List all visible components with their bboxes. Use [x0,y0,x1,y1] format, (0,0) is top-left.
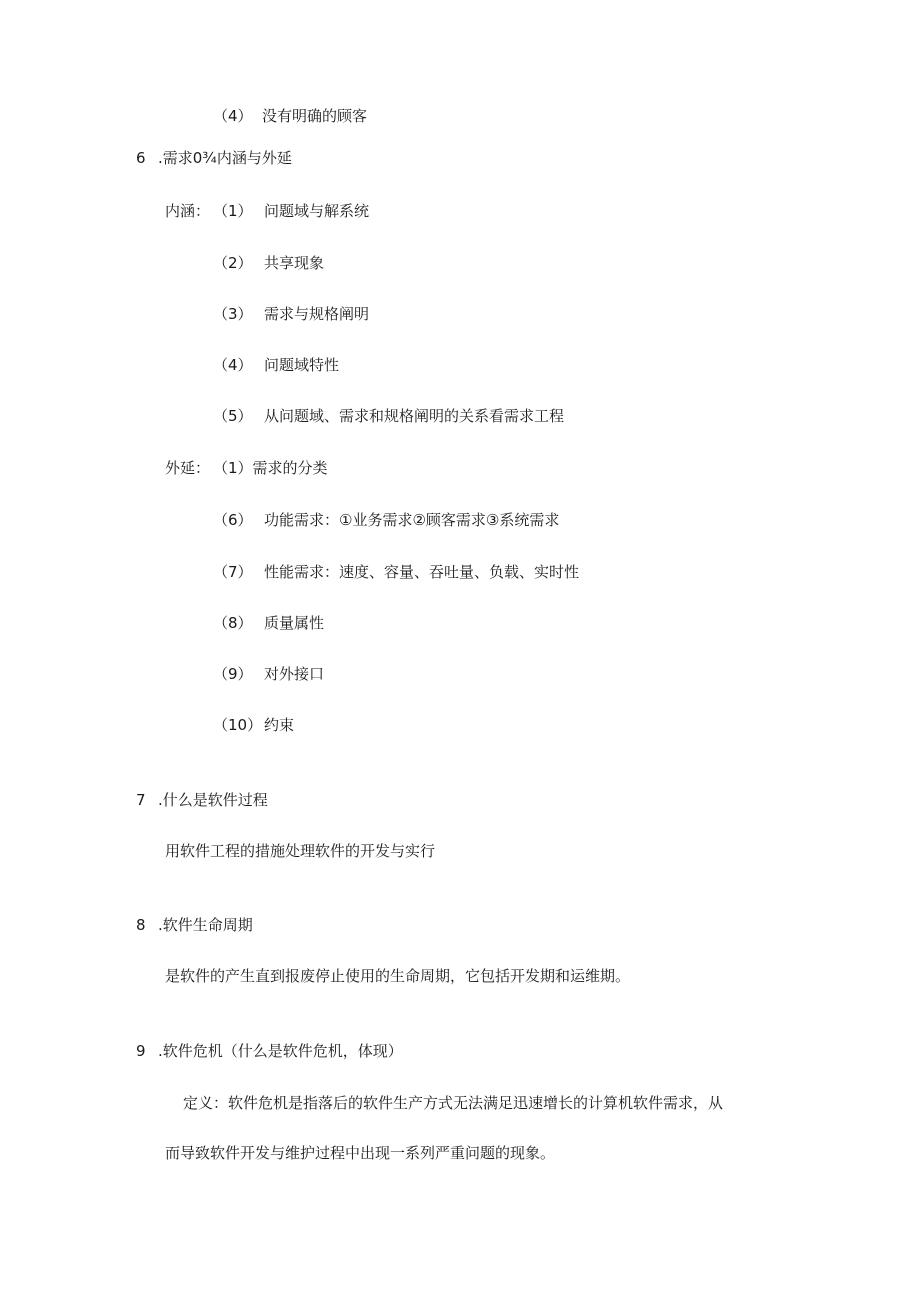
item-text: 对外接口 [264,665,325,683]
paragraph [165,841,435,861]
paragraph-text: 定义：软件危机是指落后的软件生产方式无法满足迅速增长的计算机软件需求，从 [183,1094,724,1112]
section-title: .需求0¾内涵与外延 [158,149,292,167]
item-text: 共享现象 [264,254,325,272]
item-number: （3） [213,305,253,323]
section-title: .什么是软件过程 [158,791,268,809]
item-text: 质量属性 [264,614,325,632]
section-heading [136,148,292,168]
list-item [213,664,324,684]
item-text: 没有明确的顾客 [262,107,368,125]
item-number: （1） [213,202,253,220]
paragraph-text: 是软件的产生直到报废停止使用的生命周期，它包括开发期和运维期。 [165,967,631,985]
list-item [213,562,579,582]
list-item [213,613,324,633]
item-number: （7） [213,563,253,581]
item-text: 问题域特性 [264,356,340,374]
list-item [213,355,339,375]
section-number: 7 [136,791,146,809]
list-item [213,510,559,530]
section-heading [136,915,253,935]
list-item [213,406,564,426]
paragraph-text: 用软件工程的措施处理软件的开发与实行 [165,842,436,860]
item-number: （8） [213,614,253,632]
section-heading [136,1041,403,1061]
section-title: .软件危机（什么是软件危机，体现） [158,1042,403,1060]
paragraph [165,966,630,986]
list-item [165,201,369,221]
item-text: 性能需求：速度、容量、吞吐量、负载、实时性 [264,563,580,581]
section-number: 6 [136,149,146,167]
item-text: 约束 [264,716,295,734]
item-number: （4） [213,356,253,374]
section-title: .软件生命周期 [158,916,253,934]
item-text: 功能需求：①业务需求②顾客需求③系统需求 [264,511,560,529]
paragraph-text: 而导致软件开发与维护过程中出现一系列严重问题的现象。 [165,1144,556,1162]
list-item [213,253,324,273]
item-number: （2） [213,254,253,272]
item-text: 需求与规格阐明 [264,305,370,323]
list-item [213,106,367,126]
item-number: （9） [213,665,253,683]
item-number: （10） [213,716,263,734]
list-item [213,304,369,324]
paragraph [183,1093,723,1113]
item-text: 从问题域、需求和规格阐明的关系看需求工程 [264,407,565,425]
list-item [213,715,294,735]
list-item [165,458,328,478]
item-text: 问题域与解系统 [264,202,370,220]
section-number: 8 [136,916,146,934]
item-text: （1）需求的分类 [213,459,328,477]
item-number: （4） [213,107,253,125]
list-lead: 内涵： [165,202,211,220]
section-heading [136,790,268,810]
item-number: （6） [213,511,253,529]
item-number: （5） [213,407,253,425]
list-lead: 外延： [165,459,211,477]
paragraph [165,1143,555,1163]
section-number: 9 [136,1042,146,1060]
